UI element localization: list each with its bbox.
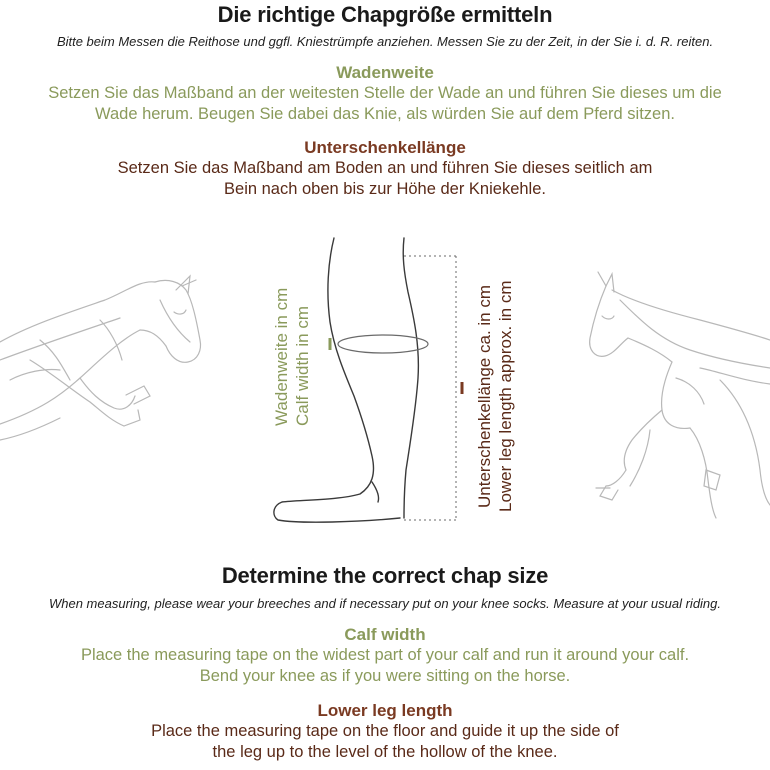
leg-label-de: Unterschenkellänge ca. in cm <box>475 284 494 508</box>
page-title-de: Die richtige Chapgröße ermitteln <box>217 2 553 27</box>
measuring-note-de: Bitte beim Messen die Reithose und ggfl. Kniestrümpfe anziehen. Messen Sie zu der Zeit, in der Sie i. d. R. reiten. <box>56 34 714 49</box>
calf-text-en-line2: Bend your knee as if you were sitting on the horse. <box>199 667 571 685</box>
right-horse-sketch <box>590 272 770 518</box>
calf-heading-de: Wadenweite <box>336 63 434 82</box>
calf-text-de-line2: Wade herum. Beugen Sie dabei das Knie, als würden Sie auf dem Pferd sitzen. <box>95 105 675 123</box>
english-section <box>0 563 770 589</box>
calf-label-en: Calf width in cm <box>293 306 312 426</box>
leg-text-de-line2: Bein nach oben bis zur Höhe der Kniekehle. <box>224 180 546 198</box>
measuring-note-en: When measuring, please wear your breeches and if necessary put on your knee socks. Measure at your usual riding. <box>48 596 722 611</box>
calf-measuring-tape <box>338 335 428 353</box>
left-horse-sketch <box>0 276 201 440</box>
measuring-note-en-wrap <box>0 596 770 611</box>
leg-text-en-line1: Place the measuring tape on the floor and guide it up the side of <box>151 722 619 740</box>
leg-text-en-line2: the leg up to the level of the hollow of the knee. <box>212 743 558 761</box>
leg-heading-de: Unterschenkellänge <box>304 138 466 157</box>
calf-text-de-line1: Setzen Sie das Maßband an der weitesten Stelle der Wade an und führen Sie dieses um die <box>48 84 722 102</box>
leg-heading-en: Lower leg length <box>317 701 453 720</box>
leg-text-de-line1: Setzen Sie das Maßband am Boden an und führen Sie dieses seitlich am <box>117 159 653 177</box>
leg-label-en: Lower leg length approx. in cm <box>496 280 515 512</box>
leg-block-en <box>0 701 770 763</box>
calf-block-en <box>0 625 770 687</box>
calf-label-de: Wadenweite in cm <box>272 287 291 426</box>
calf-heading-en: Calf width <box>344 625 426 644</box>
calf-text-en-line1: Place the measuring tape on the widest part of your calf and run it around your calf. <box>80 646 690 664</box>
page-title-en: Determine the correct chap size <box>221 563 549 588</box>
